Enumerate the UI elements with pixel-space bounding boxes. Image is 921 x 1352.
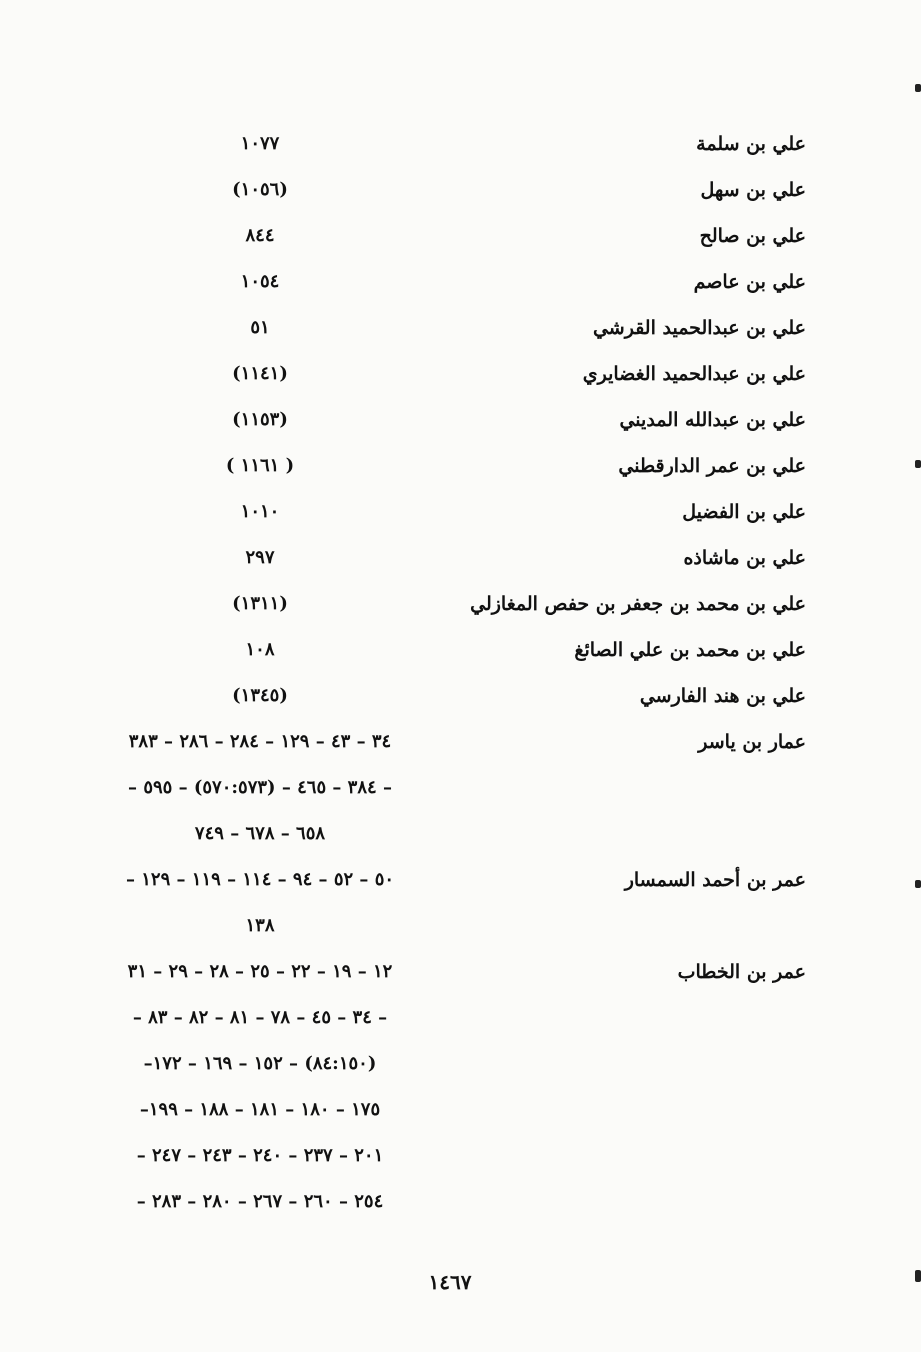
entry-row: [0, 814, 921, 860]
edge-mark-2: [915, 460, 921, 468]
entry-row: [0, 768, 921, 814]
entry-row: [0, 1136, 921, 1182]
person-name: علي بن عمر الدارقطني: [618, 455, 806, 477]
person-name: علي بن محمد بن جعفر بن حفص المغازلي: [470, 593, 806, 615]
entry-row: [0, 1044, 921, 1090]
page-references: ١٠١٠: [240, 501, 280, 522]
entry-row: [0, 952, 921, 998]
person-name: علي بن عاصم: [693, 271, 806, 293]
entry-row: [0, 216, 921, 262]
index-entry: [0, 262, 921, 308]
index-entry: [0, 584, 921, 630]
page-references: ٣٤ – ٤٣ – ١٢٩ – ٢٨٤ – ٢٨٦ – ٣٨٣: [128, 731, 392, 752]
index-entry: [0, 308, 921, 354]
person-name: علي بن عبدالحميد القرشي: [592, 317, 806, 339]
edge-mark-4: [915, 1270, 921, 1282]
person-name: علي بن صالح: [699, 225, 806, 247]
page-references: ١٣٨: [245, 915, 275, 936]
entry-row: [0, 584, 921, 630]
page-references: ٢٩٧: [245, 547, 275, 568]
index-entries: [0, 124, 921, 1228]
entry-row: [0, 538, 921, 584]
index-entry: [0, 860, 921, 952]
index-entry: [0, 492, 921, 538]
page-references: – ٣٤ – ٤٥ – ٧٨ – ٨١ – ٨٢ – ٨٣ –: [132, 1007, 388, 1028]
entry-row: [0, 308, 921, 354]
person-name: علي بن عبدالحميد الغضايري: [582, 363, 806, 385]
entry-row: [0, 354, 921, 400]
person-name: علي بن الفضيل: [682, 501, 806, 523]
index-entry: [0, 722, 921, 860]
person-name: عمار بن ياسر: [698, 731, 806, 753]
page-references: ٨٤٤: [245, 225, 275, 246]
page-references: (١١٤١): [232, 363, 288, 384]
entry-row: [0, 630, 921, 676]
page-references: (١٠٥٦): [232, 179, 288, 200]
page-references: ٢٠١ – ٢٣٧ – ٢٤٠ – ٢٤٣ – ٢٤٧ –: [136, 1145, 384, 1166]
page-references: (٨٤:١٥٠) – ١٥٢ – ١٦٩ – ١٧٢–: [143, 1053, 377, 1074]
page-references: ٦٥٨ – ٦٧٨ – ٧٤٩: [194, 823, 326, 844]
person-name: علي بن سلمة: [696, 133, 806, 155]
page-references: ١٢ – ١٩ – ٢٢ – ٢٥ – ٢٨ – ٢٩ – ٣١: [127, 961, 393, 982]
person-name: علي بن عبدالله المديني: [619, 409, 806, 431]
page-references: ( ١١٦١ ): [225, 455, 295, 476]
index-entry: [0, 676, 921, 722]
entry-row: [0, 400, 921, 446]
page-references: (١٣٤٥): [232, 685, 288, 706]
entry-row: [0, 998, 921, 1044]
index-entry: [0, 400, 921, 446]
page-references: ١٠٧٧: [240, 133, 280, 154]
entry-row: [0, 676, 921, 722]
entry-row: [0, 1182, 921, 1228]
page-references: (١٣١١): [232, 593, 288, 614]
person-name: علي بن سهل: [700, 179, 806, 201]
entry-row: [0, 492, 921, 538]
edge-mark-1: [915, 84, 921, 92]
page-number: ١٤٦٧: [428, 1270, 472, 1294]
page-references: ٥١: [250, 317, 270, 338]
index-entry: [0, 630, 921, 676]
person-name: علي بن محمد بن علي الصائغ: [574, 639, 806, 661]
index-entry: [0, 446, 921, 492]
page-references: ١٠٨: [245, 639, 275, 660]
page-references: ١٧٥ – ١٨٠ – ١٨١ – ١٨٨ – ١٩٩–: [139, 1099, 381, 1120]
person-name: عمر بن الخطاب: [677, 961, 806, 983]
person-name: علي بن هند الفارسي: [639, 685, 806, 707]
index-entry: [0, 124, 921, 170]
entry-row: [0, 124, 921, 170]
index-entry: [0, 538, 921, 584]
index-entry: [0, 216, 921, 262]
entry-row: [0, 860, 921, 906]
entry-row: [0, 446, 921, 492]
page-references: ٥٠ – ٥٢ – ٩٤ – ١١٤ – ١١٩ – ١٢٩ –: [125, 869, 395, 890]
index-entry: [0, 170, 921, 216]
person-name: عمر بن أحمد السمسار: [624, 869, 806, 891]
page-references: – ٣٨٤ – ٤٦٥ – (٥٧٠:٥٧٣) – ٥٩٥ –: [128, 777, 392, 798]
page-references: (١١٥٣): [232, 409, 288, 430]
person-name: علي بن ماشاذه: [683, 547, 806, 569]
entry-row: [0, 262, 921, 308]
entry-row: [0, 1090, 921, 1136]
index-entry: [0, 354, 921, 400]
page-references: ١٠٥٤: [240, 271, 280, 292]
index-entry: [0, 952, 921, 1228]
entry-row: [0, 906, 921, 952]
page-references: ٢٥٤ – ٢٦٠ – ٢٦٧ – ٢٨٠ – ٢٨٣ –: [136, 1191, 384, 1212]
edge-mark-3: [915, 880, 921, 888]
entry-row: [0, 170, 921, 216]
entry-row: [0, 722, 921, 768]
